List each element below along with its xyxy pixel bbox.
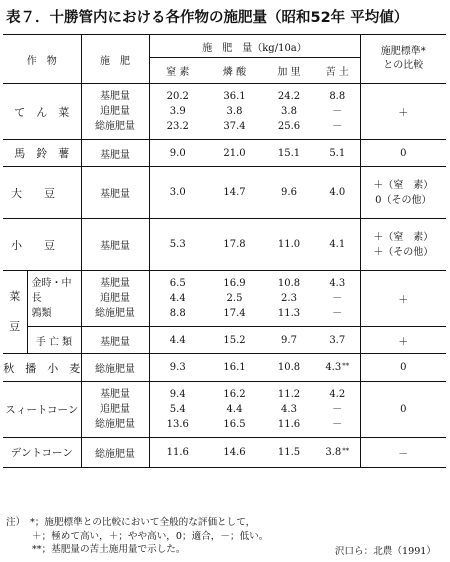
value: 10.8: [263, 354, 315, 382]
header-potash: 加 里: [263, 58, 315, 84]
value: 10.8: [277, 278, 301, 289]
table-row: [3, 219, 446, 271]
value: 5.3: [149, 219, 206, 271]
value: －: [332, 404, 343, 415]
table-row: [3, 271, 446, 327]
value: 3.0: [149, 167, 206, 219]
fert-type: 総施肥量: [95, 419, 135, 430]
crop-name-text: 小 豆: [11, 238, 55, 252]
crop-name: 秋 播 小 麦: [3, 354, 81, 382]
value: 3.8: [226, 106, 243, 117]
value: 14.6: [206, 438, 263, 468]
value: 21.0: [206, 140, 263, 167]
nitrogen-cell: [149, 382, 206, 438]
value: 16.5: [223, 419, 246, 430]
crop-name: [3, 219, 81, 271]
value: 14.7: [206, 167, 263, 219]
value: 9.0: [149, 140, 206, 167]
value: 25.6: [277, 121, 301, 132]
header-magnesia: 苦 土: [315, 58, 360, 84]
value: 4.4: [169, 293, 186, 304]
value: 4.4: [149, 327, 206, 354]
fert-type: 基肥量: [100, 278, 130, 289]
value: 6.5: [169, 278, 186, 289]
value: 8.8: [169, 308, 186, 319]
value: 11.6: [149, 438, 206, 468]
comparison-cell: ＋: [360, 327, 446, 354]
comparison-cell: ＋: [360, 271, 446, 327]
crop-name: デントコーン: [3, 438, 81, 468]
crop-name-text: 金時・中長 鶉類: [31, 278, 72, 319]
potash-cell: [263, 84, 315, 140]
fert-type: 追肥量: [100, 106, 130, 117]
value: －: [332, 308, 343, 319]
table-row: [3, 167, 446, 219]
value: 23.2: [166, 121, 189, 132]
header-amount: 施 肥 量（kg/10a）: [149, 35, 360, 58]
header-crop: 作 物: [3, 35, 81, 84]
value: 4.3: [281, 404, 297, 415]
value: 24.2: [277, 91, 301, 102]
header-nitrogen: 窒 素: [149, 58, 206, 84]
value: 37.4: [223, 121, 246, 132]
nitrogen-cell: [149, 271, 206, 327]
fert-type: 基肥量: [81, 219, 149, 271]
comparison-cell: 0: [360, 140, 446, 167]
value: 4.3: [325, 362, 342, 373]
group-label-cell: [3, 271, 27, 354]
footnotes: [6, 516, 268, 557]
value: －: [332, 293, 343, 304]
table-row: [3, 140, 446, 167]
phosphate-cell: [206, 271, 263, 327]
fert-type: 追肥量: [100, 293, 130, 304]
value: 4.0: [315, 167, 360, 219]
comparison-line: ＋（窒 素）: [373, 179, 434, 191]
fert-type: 総施肥量: [81, 354, 149, 382]
value: 9.7: [263, 327, 315, 354]
fert-type: 追肥量: [100, 404, 130, 415]
value: －: [332, 121, 343, 132]
value: 11.0: [263, 219, 315, 271]
fert-type-cell: [81, 271, 149, 327]
table-row: [3, 327, 446, 354]
source-citation: 沢口ら：北農（1991）: [334, 546, 436, 557]
value: 5.4: [169, 404, 186, 415]
crop-name: て ん 菜: [3, 84, 81, 140]
header-fertilization: 施 肥: [81, 35, 149, 84]
potash-cell: [263, 271, 315, 327]
comparison-line: ＋（窒 素）: [373, 231, 434, 243]
value: 9.4: [169, 389, 186, 400]
value: 15.1: [263, 140, 315, 167]
value: 36.1: [223, 91, 246, 102]
value: 8.8: [329, 91, 346, 102]
magnesia-cell: [315, 271, 360, 327]
value: 4.1: [315, 219, 360, 271]
header-row-1: [3, 35, 446, 58]
table-title: 表７．十勝管内における各作物の施肥量（昭和52年 平均値）: [6, 10, 409, 26]
magnesia-cell: [315, 438, 360, 468]
value: 16.9: [223, 278, 246, 289]
value: 3.9: [169, 106, 186, 117]
value: 11.2: [277, 389, 301, 400]
comparison-cell: [360, 167, 446, 219]
value: 16.1: [206, 354, 263, 382]
header-phosphate: 燐 酸: [206, 58, 263, 84]
value: 9.3: [149, 354, 206, 382]
table-row: [3, 438, 446, 468]
fert-type: 基肥量: [81, 327, 149, 354]
comparison-cell: －: [360, 438, 446, 468]
group-label: 菜: [9, 290, 21, 303]
fert-type-cell: [81, 84, 149, 140]
potash-cell: [263, 382, 315, 438]
value: 3.8: [325, 447, 342, 458]
phosphate-cell: [206, 382, 263, 438]
value: 15.2: [206, 327, 263, 354]
fert-type: 基肥量: [81, 167, 149, 219]
value: 4.4: [226, 404, 243, 415]
magnesia-cell: [315, 84, 360, 140]
magnesia-cell: [315, 354, 360, 382]
footnote-line: 注） *；施肥標準との比較において全般的な評価として，: [6, 517, 256, 528]
value: 3.8: [281, 106, 297, 117]
crop-name: 馬 鈴 薯: [3, 140, 81, 167]
value: 13.6: [166, 419, 189, 430]
crop-name: [3, 167, 81, 219]
value: 11.5: [263, 438, 315, 468]
magnesia-cell: [315, 382, 360, 438]
value: 17.8: [206, 219, 263, 271]
crop-name: スィートコーン: [3, 382, 81, 438]
footnote-line: **；基肥量の苦土施用量で示した。: [32, 544, 186, 555]
footnote-mark: **: [342, 447, 350, 455]
value: 17.4: [223, 308, 246, 319]
value: －: [332, 419, 343, 430]
table-row: [3, 84, 446, 140]
crop-name: [27, 271, 81, 327]
fert-type: 基肥量: [100, 389, 130, 400]
fert-type: 総施肥量: [81, 438, 149, 468]
header-comparison: [360, 35, 446, 84]
footnote-line: ＋；極めて高い，＋；やや高い，0；適合，－；低い。: [32, 530, 269, 542]
footnote-mark: **: [342, 362, 350, 370]
table-row: [3, 382, 446, 438]
fert-type: 総施肥量: [95, 308, 135, 319]
comparison-cell: 0: [360, 354, 446, 382]
value: 2.3: [281, 293, 297, 304]
value: 11.3: [277, 308, 301, 319]
comparison-cell: 0: [360, 382, 446, 438]
nitrogen-cell: [149, 84, 206, 140]
fert-type-cell: [81, 382, 149, 438]
value: 9.6: [263, 167, 315, 219]
value: 11.6: [277, 419, 301, 430]
comparison-line: 0（その他）: [375, 194, 432, 206]
fertilizer-table: [3, 34, 446, 468]
fert-type: 基肥量: [100, 91, 130, 102]
fert-type: 基肥量: [81, 140, 149, 167]
value: 5.1: [315, 140, 360, 167]
value: 20.2: [166, 91, 189, 102]
fert-type: 総施肥量: [95, 121, 135, 132]
value: －: [332, 106, 343, 117]
value: 4.2: [329, 389, 346, 400]
phosphate-cell: [206, 84, 263, 140]
comparison-cell: [360, 219, 446, 271]
value: 2.5: [226, 293, 243, 304]
header-comparison-text: 施肥標準* との比較: [380, 46, 426, 71]
crop-name: 手 亡 類: [27, 327, 81, 354]
value: 3.7: [315, 327, 360, 354]
value: 16.2: [223, 389, 246, 400]
group-label: 豆: [9, 320, 21, 333]
spacer: [3, 307, 27, 317]
comparison-cell: ＋: [360, 84, 446, 140]
crop-name-text: 大 豆: [11, 186, 55, 200]
table-row: [3, 354, 446, 382]
comparison-line: ＋（その他）: [373, 246, 434, 258]
value: 4.3: [329, 278, 346, 289]
